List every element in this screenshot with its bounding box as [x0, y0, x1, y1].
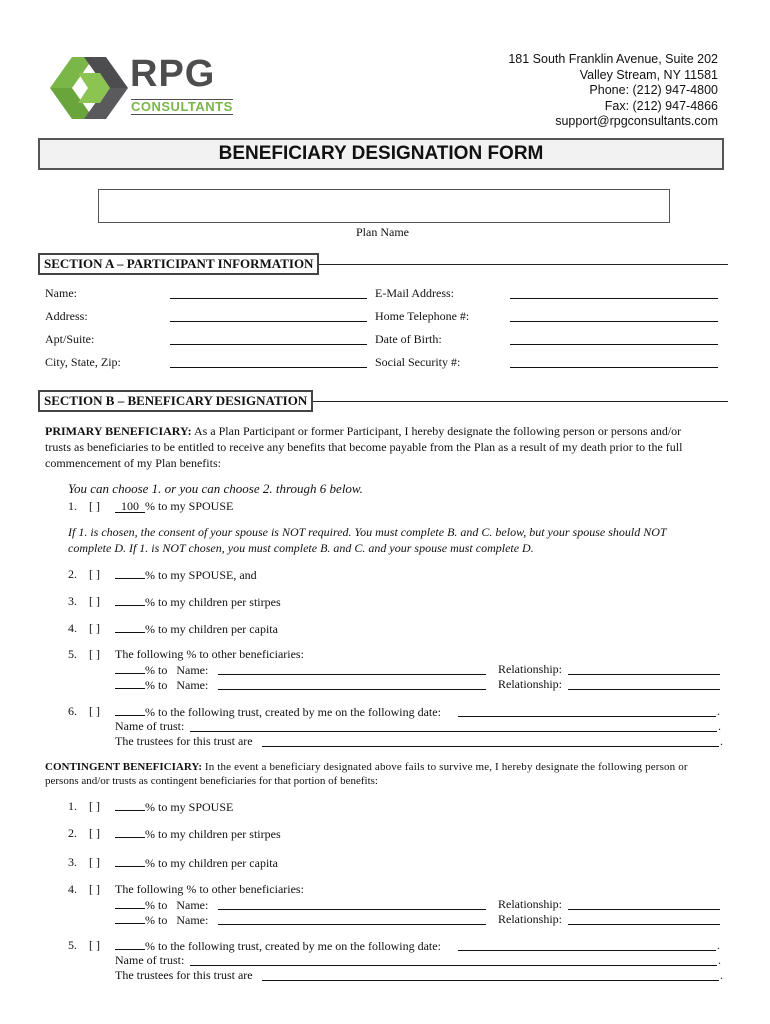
option-6-number: 6. [68, 704, 77, 718]
contingent-5-text: % to the following trust, created by me on the following date: [145, 939, 441, 953]
contingent-beneficiary-label: CONTINGENT BENEFICIARY: [45, 761, 203, 773]
relationship-label: Relationship: [498, 897, 562, 911]
option-4-checkbox[interactable]: [ ] [89, 621, 100, 635]
primary-beneficiary-label: PRIMARY BENEFICIARY: [45, 424, 192, 438]
option-1-line [115, 499, 233, 513]
fax: Fax: (212) 947-4866 [604, 98, 718, 113]
logo-name: RPG [130, 53, 216, 95]
contingent-5-line [115, 938, 441, 953]
contingent-2-number: 2. [68, 826, 77, 840]
contingent-3-line [115, 855, 278, 870]
option-4-number: 4. [68, 621, 77, 635]
pct-to-label: % to [145, 913, 168, 927]
period: . [720, 968, 723, 982]
primary-text-3: commencement of my Plan benefits: [45, 456, 221, 470]
contingent-1-number: 1. [68, 799, 77, 813]
contingent-1-text: % to my SPOUSE [145, 800, 234, 814]
option-5-row-1 [115, 662, 208, 677]
contingent-4-row-1-percent[interactable] [115, 897, 145, 909]
contingent-2-percent-field[interactable] [115, 826, 145, 838]
contingent-5-checkbox[interactable]: [ ] [89, 938, 100, 952]
name-field[interactable] [170, 298, 367, 299]
email-label: E-Mail Address: [375, 286, 454, 300]
period: . [720, 734, 723, 748]
section-b-heading: SECTION B – BENEFICARY DESIGNATION [38, 390, 313, 412]
option-6-trustees-field[interactable] [262, 746, 719, 747]
date-of-birth-label: Date of Birth: [375, 332, 442, 346]
option-6-percent-field[interactable] [115, 704, 145, 716]
relationship-label: Relationship: [498, 677, 562, 691]
option-3-number: 3. [68, 594, 77, 608]
option-3-percent-field[interactable] [115, 594, 145, 606]
contingent-5-number: 5. [68, 938, 77, 952]
name-of-trust-label: Name of trust: [115, 719, 185, 733]
contingent-4-row-1-name-field[interactable] [218, 909, 486, 910]
contingent-4-row-2-name-field[interactable] [218, 924, 486, 925]
pct-to-label: % to [145, 663, 168, 677]
apt-suite-field[interactable] [170, 344, 367, 345]
contingent-trustees-label: The trustees for this trust are [115, 968, 253, 982]
period: . [717, 704, 720, 718]
social-security-label: Social Security #: [375, 355, 461, 369]
name-label: Name: [45, 286, 77, 300]
address-line-2: Valley Stream, NY 11581 [579, 67, 718, 82]
apt-suite-label: Apt/Suite: [45, 332, 95, 346]
contingent-2-text: % to my children per stirpes [145, 827, 281, 841]
contingent-5-date-field[interactable] [458, 950, 716, 951]
option-6-line [115, 704, 441, 719]
contingent-4-row-2-relationship-field[interactable] [568, 924, 720, 925]
contingent-3-checkbox[interactable]: [ ] [89, 855, 100, 869]
contingent-1-checkbox[interactable]: [ ] [89, 799, 100, 813]
option-3-text: % to my children per stirpes [145, 595, 281, 609]
contingent-1-percent-field[interactable] [115, 799, 145, 811]
trustees-label: The trustees for this trust are [115, 734, 253, 748]
option-2-percent-field[interactable] [115, 567, 145, 579]
contingent-3-text: % to my children per capita [145, 856, 278, 870]
option-6-text: % to the following trust, created by me on the following date: [145, 705, 441, 719]
name-label: Name: [176, 898, 209, 912]
email-field[interactable] [510, 298, 718, 299]
contingent-2-line [115, 826, 281, 841]
contingent-text-1: In the event a beneficiary designated above fails to survive me, I hereby designate the following person or [202, 761, 688, 773]
contingent-4-number: 4. [68, 882, 77, 896]
relationship-label: Relationship: [498, 912, 562, 926]
choose-note: You can choose 1. or you can choose 2. through 6 below. [68, 481, 363, 496]
name-label: Name: [176, 663, 209, 677]
plan-name-label: Plan Name [356, 225, 409, 239]
contingent-5-trust-name-field[interactable] [190, 965, 717, 966]
address-field[interactable] [170, 321, 367, 322]
option-6-checkbox[interactable]: [ ] [89, 704, 100, 718]
option-4-percent-field[interactable] [115, 621, 145, 633]
form-title: BENEFICIARY DESIGNATION FORM [218, 143, 544, 164]
primary-paragraph-line-1 [45, 424, 681, 438]
option-5-row-1-relationship-field[interactable] [568, 674, 720, 675]
plan-name-input[interactable] [98, 189, 670, 223]
address-label: Address: [45, 309, 88, 323]
option-5-row-2-percent[interactable] [115, 677, 145, 689]
option-2-checkbox[interactable]: [ ] [89, 567, 100, 581]
option-6-date-field[interactable] [458, 716, 716, 717]
social-security-field[interactable] [510, 367, 718, 368]
option-5-row-1-percent[interactable] [115, 662, 145, 674]
option-5-number: 5. [68, 647, 77, 661]
logo-subtitle: CONSULTANTS [131, 99, 233, 114]
option-4-line [115, 621, 278, 636]
name-label: Name: [176, 913, 209, 927]
option-1-text: % to my SPOUSE [145, 499, 234, 513]
form-title-box [38, 138, 724, 170]
contingent-2-checkbox[interactable]: [ ] [89, 826, 100, 840]
address-line-1: 181 South Franklin Avenue, Suite 202 [508, 52, 718, 66]
contingent-5-percent-field[interactable] [115, 938, 145, 950]
contingent-4-row-1-relationship-field[interactable] [568, 909, 720, 910]
date-of-birth-field[interactable] [510, 344, 718, 345]
contingent-4-checkbox[interactable]: [ ] [89, 882, 100, 896]
option-1-number: 1. [68, 499, 77, 513]
spouse-note-2: complete D. If 1. is NOT chosen, you must complete B. and C. and your spouse must complete D. [68, 541, 534, 555]
spouse-note-1: If 1. is chosen, the consent of your spouse is NOT required. You must complete B. and C. below, but your spouse should NOT [68, 525, 667, 539]
period: . [717, 938, 720, 952]
option-3-checkbox[interactable]: [ ] [89, 594, 100, 608]
option-5-row-2-name-field[interactable] [218, 689, 486, 690]
contingent-name-of-trust-label: Name of trust: [115, 953, 185, 967]
option-4-text: % to my children per capita [145, 622, 278, 636]
primary-text-1: As a Plan Participant or former Participant, I hereby designate the following person or persons and/or [191, 424, 682, 438]
option-2-text: % to my SPOUSE, and [145, 568, 257, 582]
home-telephone-field[interactable] [510, 321, 718, 322]
option-5-row-2-relationship-field[interactable] [568, 689, 720, 690]
rpg-logo-mark-icon [50, 57, 128, 119]
period: . [718, 953, 721, 967]
option-5-text: The following % to other beneficiaries: [115, 647, 304, 661]
option-2-number: 2. [68, 567, 77, 581]
city-state-zip-field[interactable] [170, 367, 367, 368]
option-2-line [115, 567, 257, 582]
section-a-heading: SECTION A – PARTICIPANT INFORMATION [38, 253, 319, 275]
contingent-4-row-2-percent[interactable] [115, 912, 145, 924]
primary-text-2: trusts as beneficiaries to be entitled to receive any benefits that become payable from the Plan as a result of my death prior to the full [45, 440, 683, 454]
pct-to-label: % to [145, 898, 168, 912]
contingent-5-trustees-field[interactable] [262, 980, 719, 981]
option-5-row-2 [115, 677, 208, 692]
option-1-percent[interactable]: 100 [115, 500, 145, 513]
company-logo [50, 53, 235, 119]
contingent-4-text: The following % to other beneficiaries: [115, 882, 304, 896]
contingent-4-row-2 [115, 912, 208, 927]
contingent-4-row-1 [115, 897, 208, 912]
city-state-zip-label: City, State, Zip: [45, 355, 121, 369]
name-label: Name: [176, 678, 209, 692]
relationship-label: Relationship: [498, 662, 562, 676]
contingent-text-2: persons and/or trusts as contingent beneficiaries for that portion of benefits: [45, 775, 378, 787]
contingent-3-number: 3. [68, 855, 77, 869]
option-6-trust-name-field[interactable] [190, 731, 717, 732]
contingent-1-line [115, 799, 233, 814]
option-5-checkbox[interactable]: [ ] [89, 647, 100, 661]
pct-to-label: % to [145, 678, 168, 692]
company-address [508, 52, 718, 130]
contingent-3-percent-field[interactable] [115, 855, 145, 867]
option-3-line [115, 594, 281, 609]
contingent-paragraph-line-1 [45, 760, 688, 774]
phone: Phone: (212) 947-4800 [589, 83, 718, 97]
support-email[interactable]: support@rpgconsultants.com [555, 114, 718, 128]
option-1-checkbox[interactable]: [ ] [89, 499, 100, 513]
home-telephone-label: Home Telephone #: [375, 309, 470, 323]
option-5-row-1-name-field[interactable] [218, 674, 486, 675]
period: . [718, 719, 721, 733]
